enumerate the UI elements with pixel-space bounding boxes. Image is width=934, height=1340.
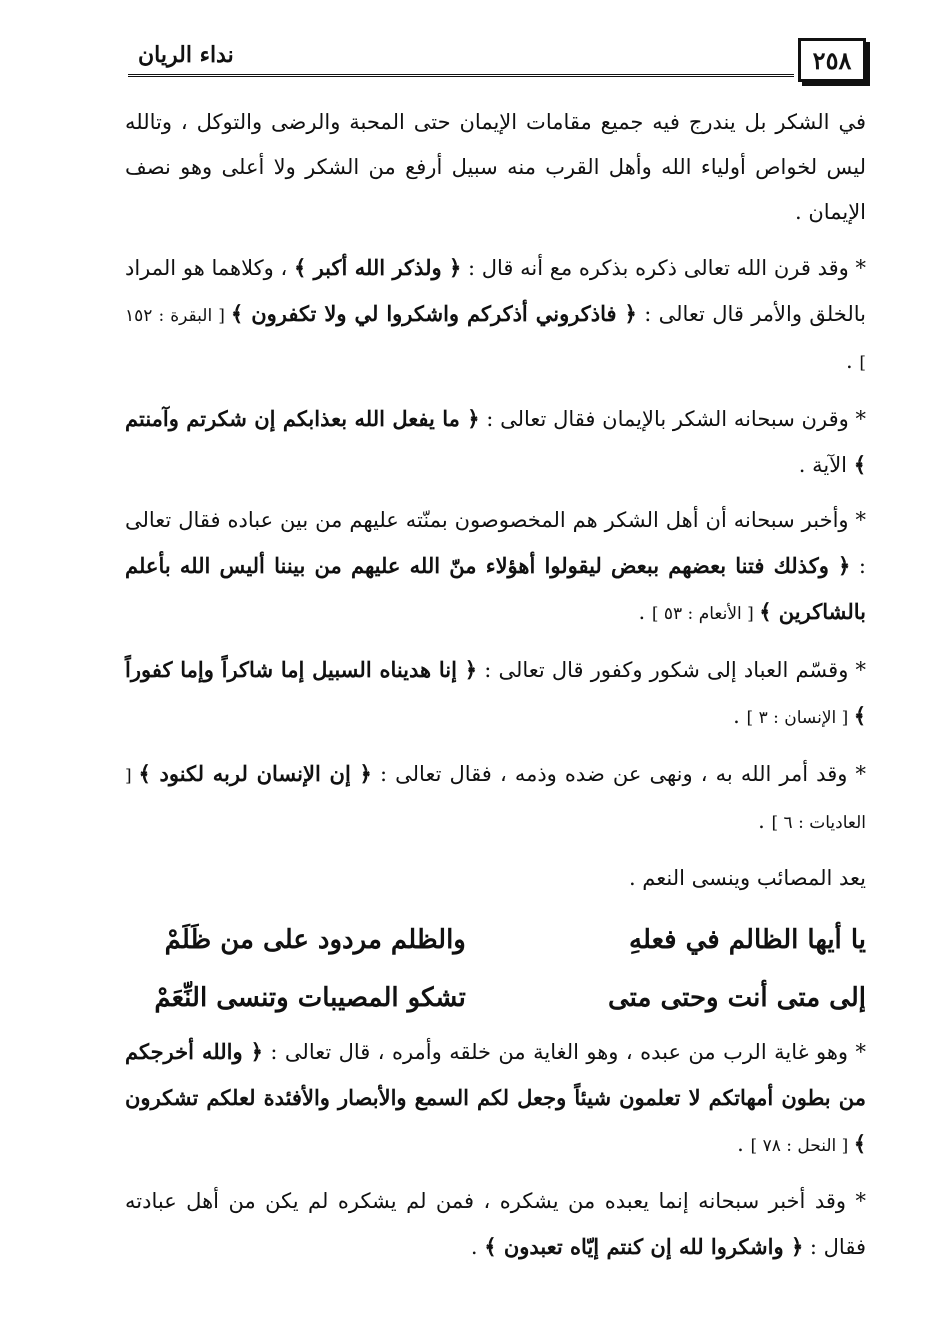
quran-verse: ﴿ فاذكروني أذكركم واشكروا لي ولا تكفرون ﴾ — [230, 301, 637, 326]
paragraph-text: . — [733, 704, 747, 728]
quran-verse: ﴿ ما يفعل الله بعذابكم إن شكرتم وآمنتم ﴾ — [125, 406, 866, 477]
verse-reference: [ النحل : ٧٨ ] — [750, 1136, 854, 1156]
paragraph-text: * وقد قرن الله تعالى ذكره بذكره مع أنه قال : — [461, 256, 866, 280]
paragraph-text: . — [758, 809, 772, 833]
quran-verse: ﴿ والله أخرجكم من بطون أمهاتكم لا تعلمون شيئاً وجعل لكم السمع والأبصار والأفئدة لعلكم تشكرون ﴾ — [125, 1039, 866, 1156]
poem-second-hemistich: والظلم مردود على من ظَلَمْ — [164, 925, 466, 955]
paragraph — [125, 396, 866, 488]
verse-reference: [ الأنعام : ٥٣ ] — [651, 604, 760, 624]
poem-line — [125, 911, 866, 969]
paragraphs-before-poem — [125, 100, 866, 901]
paragraph-text: الآية . — [798, 453, 854, 477]
paragraph — [125, 1179, 866, 1270]
paragraph-text: . — [846, 349, 860, 373]
paragraph — [125, 245, 866, 386]
paragraph-text: . — [638, 600, 652, 624]
paragraph — [125, 751, 866, 846]
running-title: نداء الريان — [138, 42, 234, 68]
header-rule — [128, 74, 794, 77]
paragraph-text: . — [737, 1132, 751, 1156]
quran-verse: ﴿ إن الإنسان لربه لكنود ﴾ — [138, 761, 372, 786]
verse-reference: [ البقرة : ١٥٢ ] — [125, 306, 866, 373]
verse-reference: [ العاديات : ٦ ] — [125, 766, 866, 833]
poem-second-hemistich: تشكو المصيبات وتنسى النِّعَمْ — [154, 983, 466, 1013]
paragraph-text: * وقد أمر الله به ، ونهى عن ضده وذمه ، فقال تعالى : — [371, 762, 866, 786]
paragraph-text: * وهو غاية الرب من عبده ، وهو الغاية من خلقه وأمره ، قال تعالى : — [262, 1040, 866, 1064]
paragraph — [125, 498, 866, 637]
quran-verse: ﴿ إنا هديناه السبيل إما شاكراً وإما كفوراً ﴾ — [125, 657, 866, 728]
paragraph-text: . — [470, 1235, 485, 1259]
paragraph-text: ، وكلاهما هو المراد بالخلق والأمر قال تعالى : — [125, 256, 866, 326]
paragraph-text: يعد المصائب وينسى النعم . — [628, 866, 866, 890]
paragraphs-after-poem — [125, 1029, 866, 1270]
quran-verse: ﴿ وكذلك فتنا بعضهم ببعض ليقولوا أهؤلاء منّ الله عليهم من بيننا أليس الله بأعلم بالشاكرين ﴾ — [125, 553, 866, 624]
verse-reference: [ الإنسان : ٣ ] — [746, 708, 854, 728]
paragraph — [125, 647, 866, 741]
paragraph-text: * وقد أخبر سبحانه إنما يعبده من يشكره ، فمن لم يشكره لم يكن من أهل عبادته فقال : — [125, 1189, 866, 1259]
body-text — [125, 100, 866, 1280]
poem-first-hemistich: إلى متى أنت وحتى متى — [607, 983, 866, 1013]
poem-first-hemistich: يا أيها الظالم في فعلهِ — [629, 925, 866, 955]
quran-verse: ﴿ ولذكر الله أكبر ﴾ — [293, 255, 462, 280]
poem — [125, 911, 866, 1027]
paragraph-text: في الشكر بل يندرج فيه جميع مقامات الإيمان حتى المحبة والرضى والتوكل ، وتالله ليس لخواص أولياء الله وأهل القرب منه سبيل أرفع من الشكر ولا أعلى وهو نصف الإيمان . — [125, 110, 866, 224]
paragraph-text: * وأخبر سبحانه أن أهل الشكر هم المخصوصون بمنّته عليهم من بين عباده فقال تعالى : — [125, 508, 866, 578]
paragraph — [125, 100, 866, 235]
running-header — [128, 38, 866, 80]
quran-verse: ﴿ واشكروا لله إن كنتم إيّاه تعبدون ﴾ — [484, 1234, 804, 1259]
paragraph — [125, 856, 866, 901]
paragraph-text: * وقسّم العباد إلى شكور وكفور قال تعالى : — [477, 658, 866, 682]
poem-line — [125, 969, 866, 1027]
page-number: ٢٥٨ — [798, 38, 866, 82]
paragraph — [125, 1029, 866, 1169]
paragraph-text: * وقرن سبحانه الشكر بالإيمان فقال تعالى : — [479, 407, 866, 431]
